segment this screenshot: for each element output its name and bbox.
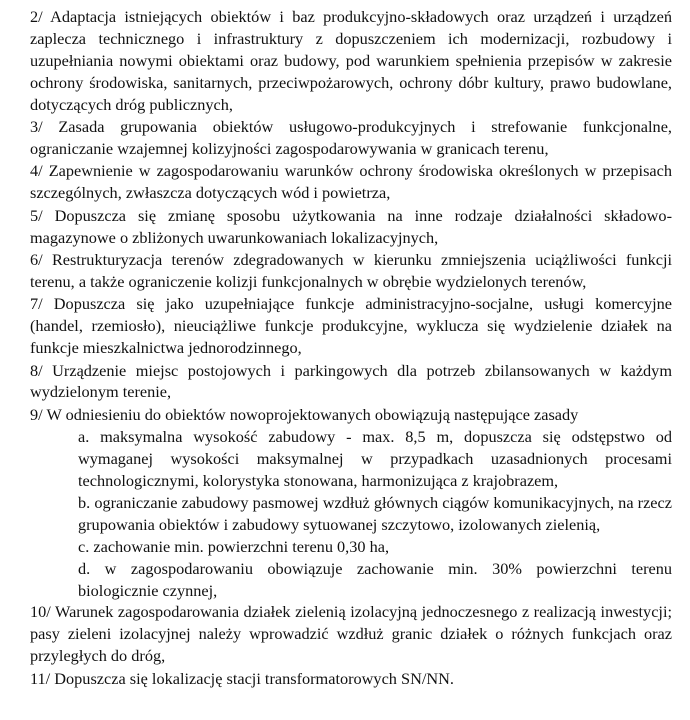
clause-paragraph-10: 10/ Warunek zagospodarowania działek zielenią izolacyjną jednoczesnego z realizacją inwestycji; pasy zieleni izolacyjnej należy wprowadzić wzdłuż granic działek o różnych funkcjach oraz przyległych do dróg, xyxy=(30,602,672,666)
clause-paragraph-6: 6/ Restrukturyzacja terenów zdegradowanych w kierunku zmniejszenia uciążliwości funkcji terenu, a także ograniczenie kolizji funkcjonalnych w obrębie wydzielonych terenów, xyxy=(30,249,672,291)
clause-paragraph-8: 8/ Urządzenie miejsc postojowych i parkingowych dla potrzeb zbilansowanych w każdym wydzielonym terenie, xyxy=(30,360,672,402)
clause-subitem-a: a. maksymalna wysokość zabudowy - max. 8,5 m, dopuszcza się odstępstwo od wymaganej wysokości maksymalnej w przypadkach uzasadnionych procesami technologicznymi, kolorystyka stonowana, harmonizująca z krajobrazem, xyxy=(78,427,672,491)
clause-paragraph-7: 7/ Dopuszcza się jako uzupełniające funkcje administracyjno-socjalne, usługi komercyjne (handel, rzemiosło), nieuciążliwe funkcje produkcyjne, wyklucza się wydzielenie działek na funkcje mieszkalnictwa jednorodzinnego, xyxy=(30,294,672,358)
clause-paragraph-4: 4/ Zapewnienie w zagospodarowaniu warunków ochrony środowiska określonych w przepisach szczególnych, zwłaszcza dotyczących wód i powietrza, xyxy=(30,161,672,203)
clause-paragraph-2: 2/ Adaptacja istniejących obiektów i baz produkcyjno-składowych oraz urządzeń i urządzeń zaplecza technicznego i infrastruktury z dopuszczeniem ich modernizacji, rozbudowy i uzupełniania nowymi obiektami oraz budowy, pod warunkiem spełnienia przepisów w zakresie ochrony środowiska, sanitarnych, przeciwpożarowych, ochrony dóbr kultury, prawo budowlane, dotyczących dróg publicznych, xyxy=(30,7,672,114)
clause-subitem-d: d. w zagospodarowaniu obowiązuje zachowanie min. 30% powierzchni terenu biologicznie czynnej, xyxy=(78,558,672,600)
clause-paragraph-11: 11/ Dopuszcza się lokalizację stacji transformatorowych SN/NN. xyxy=(30,668,454,688)
clause-subitem-b: b. ograniczanie zabudowy pasmowej wzdłuż głównych ciągów komunikacyjnych, na rzecz grupowania obiektów i zabudowy sytuowanej szczytowo, izolowanych zielenią, xyxy=(78,492,672,534)
clause-subitem-c: c. zachowanie min. powierzchni terenu 0,30 ha, xyxy=(78,536,390,556)
clause-paragraph-9: 9/ W odniesieniu do obiektów nowoprojektowanych obowiązują następujące zasady xyxy=(30,404,579,424)
clause-paragraph-5: 5/ Dopuszcza się zmianę sposobu użytkowania na inne rodzaje działalności składowo-magazynowe o zbliżonych uwarunkowaniach lokalizacyjnych, xyxy=(30,205,672,247)
clause-paragraph-3: 3/ Zasada grupowania obiektów usługowo-produkcyjnych i strefowanie funkcjonalne, ograniczanie wzajemnej kolizyjności zagospodarowywania w granicach terenu, xyxy=(30,117,672,158)
